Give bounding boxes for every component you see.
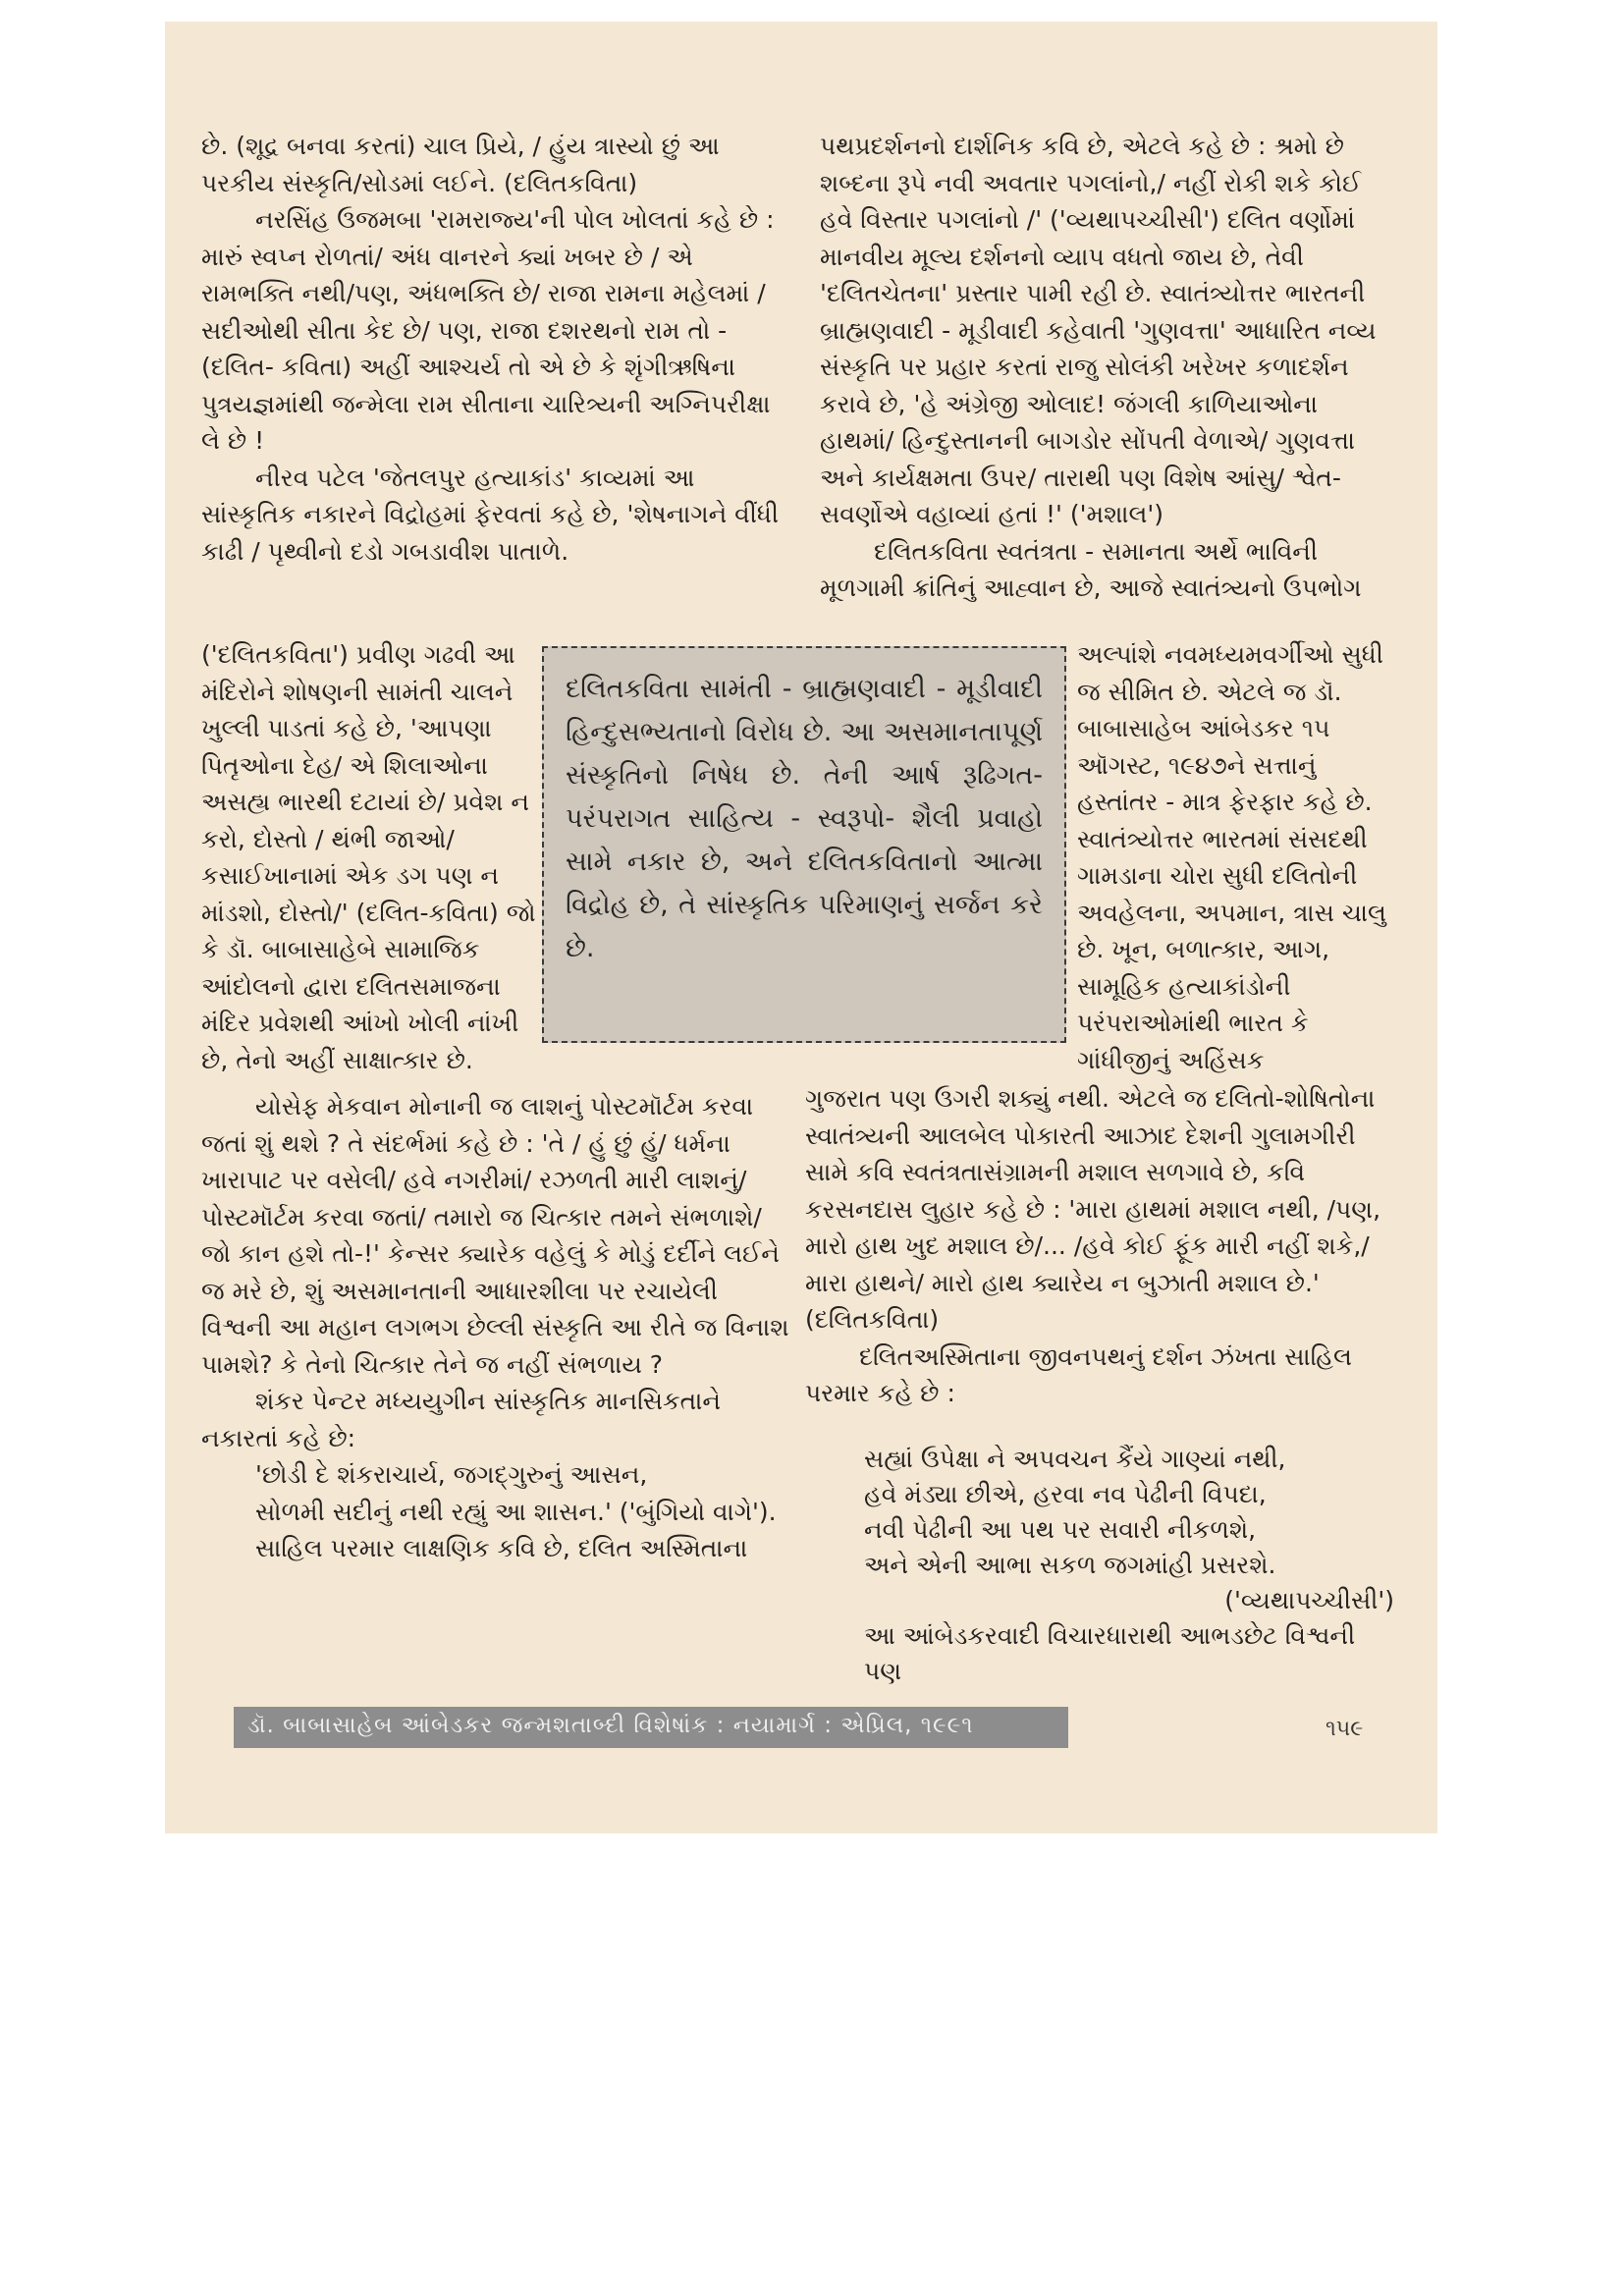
right-poem-line-3: નવી પેઢીની આ પથ પર સવારી નીકળશે, <box>864 1515 1257 1544</box>
left-column-narrow <box>201 636 540 1078</box>
left-paragraph-1: છે. (શૂદ્ર બનવા કરતાં) ચાલ પ્રિયે, / હુંય ત્રાસ્યો છું આ પરકીય સંસ્કૃતિ/સોડમાં લઈને. (દલિતકવિતા) <box>201 132 720 197</box>
right-poem-line-1: સહ્યાં ઉપેક્ષા ને અપવચન કૈંયે ગાણ્યાં નથી, <box>864 1445 1286 1473</box>
left-paragraph-3: નીરવ પટેલ 'જેતલપુર હત્યાકાંડ' કાવ્યમાં આ સાંસ્કૃતિક નકારને વિદ્રોહમાં ફેરવતાં કહે છે, 'શેષનાગને વીંધી કાઢી / પૃથ્વીનો દડો ગબડાવીશ પાતાળે. <box>201 463 780 566</box>
right-poem-source: ('વ્યથાપચ્ચીસી') <box>1224 1586 1394 1614</box>
page-number: ૧૫૯ <box>1325 1717 1364 1741</box>
left-paragraph-4: યોસેફ મેકવાન મોનાની જ લાશનું પોસ્ટમૉર્ટમ કરવા જતાં શું થશે ? તે સંદર્ભમાં કહે છે : 'તે / હું છું હું/ ધર્મના ખારાપાટ પર વસેલી/ હવે નગરીમાં/ રઝળતી મારી લાશનું/ પોસ્ટમૉર્ટમ કરવા જતાં/ તમારો જ ચિત્કાર તમને સંભળાશે/ જો કાન હશે તો-!' કેન્સર ક્યારેક વહેલું કે મોડું દર્દીને લઈને જ મરે છે, શું અસમાનતાની આધારશીલા પર રચાયેલી વિશ્વની આ મહાન લગભગ છેલ્લી સંસ્કૃતિ આ રીતે જ વિનાશ પામશે? કે તેનો ચિત્કાર તેને જ નહીં સંભળાય ? <box>201 1092 789 1379</box>
right-poem-line-2: હવે મંડ્યા છીએ, હરવા નવ પેઢીની વિપદા, <box>864 1480 1267 1508</box>
pull-quote-box <box>542 646 1066 1043</box>
right-column-bottom <box>805 1080 1394 1412</box>
right-poem <box>864 1442 1394 1689</box>
left-poem-line-2: સોળમી સદીનું નથી રહ્યું આ શાસન.' ('બુંગિયો વાગે'). <box>255 1497 777 1526</box>
left-column-bottom <box>201 1088 790 1567</box>
right-narrow-paragraph: અલ્પાંશે નવમધ્યમવર્ગીઓ સુધી જ સીમિત છે. એટલે જ ડૉ. બાબાસાહેબ આંબેડકર ૧૫ ઑગસ્ટ, ૧૯૪૭ને સત્તાનું હસ્તાંતર - માત્ર ફેરફાર કહે છે. સ્વાતંત્ર્યોત્તર ભારતમાં સંસદથી ગામડાના ચોરા સુધી દલિતોની અવહેલના, અપમાન, ત્રાસ ચાલુ છે. ખૂન, બળાત્કાર, આગ, સામૂહિક હત્યાકાંડોની પરંપરાઓમાંથી ભારત કે ગાંધીજીનું અહિંસક <box>1077 640 1386 1074</box>
right-paragraph-1: પથપ્રદર્શનનો દાર્શનિક કવિ છે, એટલે કહે છે : શ્રમો છે શબ્દના રૂપે નવી અવતાર પગલાંનો,/ નહીં રોકી શકે કોઈ હવે વિસ્તાર પગલાંનો /' ('વ્યથાપચ્ચીસી') દલિત વર્ણોમાં માનવીય મૂલ્ય દર્શનનો વ્યાપ વધતો જાય છે, તેવી 'દલિતચેતના' પ્રસ્તાર પામી રહી છે. સ્વાતંત્ર્યોત્તર ભારતની બ્રાહ્મણવાદી - મૂડીવાદી કહેવાતી 'ગુણવત્તા' આધારિત નવ્ય સંસ્કૃતિ પર પ્રહાર કરતાં રાજુ સોલંકી ખરેખર કળાદર્શન કરાવે છે, 'હે અંગ્રેજી ઓલાદ! જંગલી કાળિયાઓના હાથમાં/ હિન્દુસ્તાનની બાગડોર સોંપતી વેળાએ/ ગુણવત્તા અને કાર્યક્ષમતા ઉપર/ તારાથી પણ વિશેષ આંસુ/ શ્વેત-સવર્ણોએ વહાવ્યાં હતાં !' ('મશાલ') <box>820 132 1377 528</box>
right-final-line: આ આંબેડકરવાદી વિચારધારાથી આભડછેટ વિશ્વની પણ <box>864 1621 1356 1685</box>
left-paragraph-6: સાહિલ પરમાર લાક્ષણિક કવિ છે, દલિત અસ્મિતાના <box>255 1534 748 1562</box>
pull-quote-text: દલિતકવિતા સામંતી - બ્રાહ્મણવાદી - મૂડીવાદી હિન્દુસભ્યતાનો વિરોધ છે. આ અસમાનતાપૂર્ણ સંસ્કૃતિનો નિષેધ છે. તેની આર્ષ રૂઢિગત- પરંપરાગત સાહિત્ય - સ્વરૂપો- શૈલી પ્રવાહો સામે નકાર છે, અને દલિતકવિતાનો આત્મા વિદ્રોહ છે, તે સાંસ્કૃતિક પરિમાણનું સર્જન કરે છે. <box>566 674 1043 963</box>
left-narrow-paragraph: ('દલિતકવિતા') પ્રવીણ ગઢવી આ મંદિરોને શોષણની સામંતી ચાલને ખુલ્લી પાડતાં કહે છે, 'આપણા પિતૃઓના દેહ/ એ શિલાઓના અસહ્ય ભારથી દટાયાં છે/ પ્રવેશ ન કરો, દોસ્તો / થંભી જાઓ/ કસાઈખાનામાં એક ડગ પણ ન માંડશો, દોસ્તો/' (દલિત-કવિતા) જો કે ડૉ. બાબાસાહેબે સામાજિક આંદોલનો દ્વારા દલિતસમાજના મંદિર પ્રવેશથી આંખો ખોલી નાંખી છે, તેનો અહીં સાક્ષાત્કાર છે. <box>201 640 536 1074</box>
right-column-narrow <box>1077 636 1389 1078</box>
right-poem-line-4: અને એની આભા સકળ જગમાંહી પ્રસરશે. <box>864 1551 1276 1579</box>
left-column-top <box>201 128 790 570</box>
right-column-top <box>820 128 1389 607</box>
right-paragraph-3: ગુજરાત પણ ઉગરી શક્યું નથી. એટલે જ દલિતો-શોષિતોના સ્વાતંત્ર્યની આલબેલ પોકારતી આઝાદ દેશની ગુલામગીરી સામે કવિ સ્વતંત્રતાસંગ્રામની મશાલ સળગાવે છે, કવિ કરસનદાસ લુહાર કહે છે : 'મારા હાથમાં મશાલ નથી, /પણ, મારો હાથ ખુદ મશાલ છે/... /હવે કોઈ ફૂંક મારી નહીં શકે,/ મારા હાથને/ મારો હાથ ક્યારેય ન બુઝાતી મશાલ છે.' (દલિતકવિતા) <box>805 1084 1381 1334</box>
right-paragraph-4: દલિતઅસ્મિતાના જીવનપથનું દર્શન ઝંખતા સાહિલ પરમાર કહે છે : <box>805 1341 1352 1407</box>
left-paragraph-2: નરસિંહ ઉજમબા 'રામરાજ્ય'ની પોલ ખોલતાં કહે છે : મારું સ્વપ્ન રોળતાં/ અંધ વાનરને ક્યાં ખબર છે / એ રામભક્તિ નથી/પણ, અંધભક્તિ છે/ રાજા રામના મહેલમાં / સદીઓથી સીતા કેદ છે/ પણ, રાજા દશરથનો રામ તો - (દલિત- કવિતા) અહીં આશ્ચર્ય તો એ છે કે શૃંગીઋષિના પુત્રયજ્ઞમાંથી જન્મેલા રામ સીતાના ચારિત્ર્યની અગ્નિપરીક્ષા લે છે ! <box>201 205 775 455</box>
right-paragraph-2: દલિતકવિતા સ્વતંત્રતા - સમાનતા અર્થે ભાવિની મૂળગામી ક્રાંતિનું આહ્વાન છે, આજે સ્વાતંત્ર્યનો ઉપભોગ <box>820 536 1362 602</box>
left-poem-line-1: 'છોડી દે શંકરાચાર્ય, જગદ્ગુરુનું આસન, <box>255 1460 648 1489</box>
left-paragraph-5: શંકર પેન્ટર મધ્યયુગીન સાંસ્કૃતિક માનસિકતાને નકારતાં કહે છે: <box>201 1387 721 1452</box>
footer-text: ડૉ. બાબાસાહેબ આંબેડકર જન્મશતાબ્દી વિશેષાંક : નયામાર્ગ : એપ્રિલ, ૧૯૯૧ <box>247 1713 974 1738</box>
